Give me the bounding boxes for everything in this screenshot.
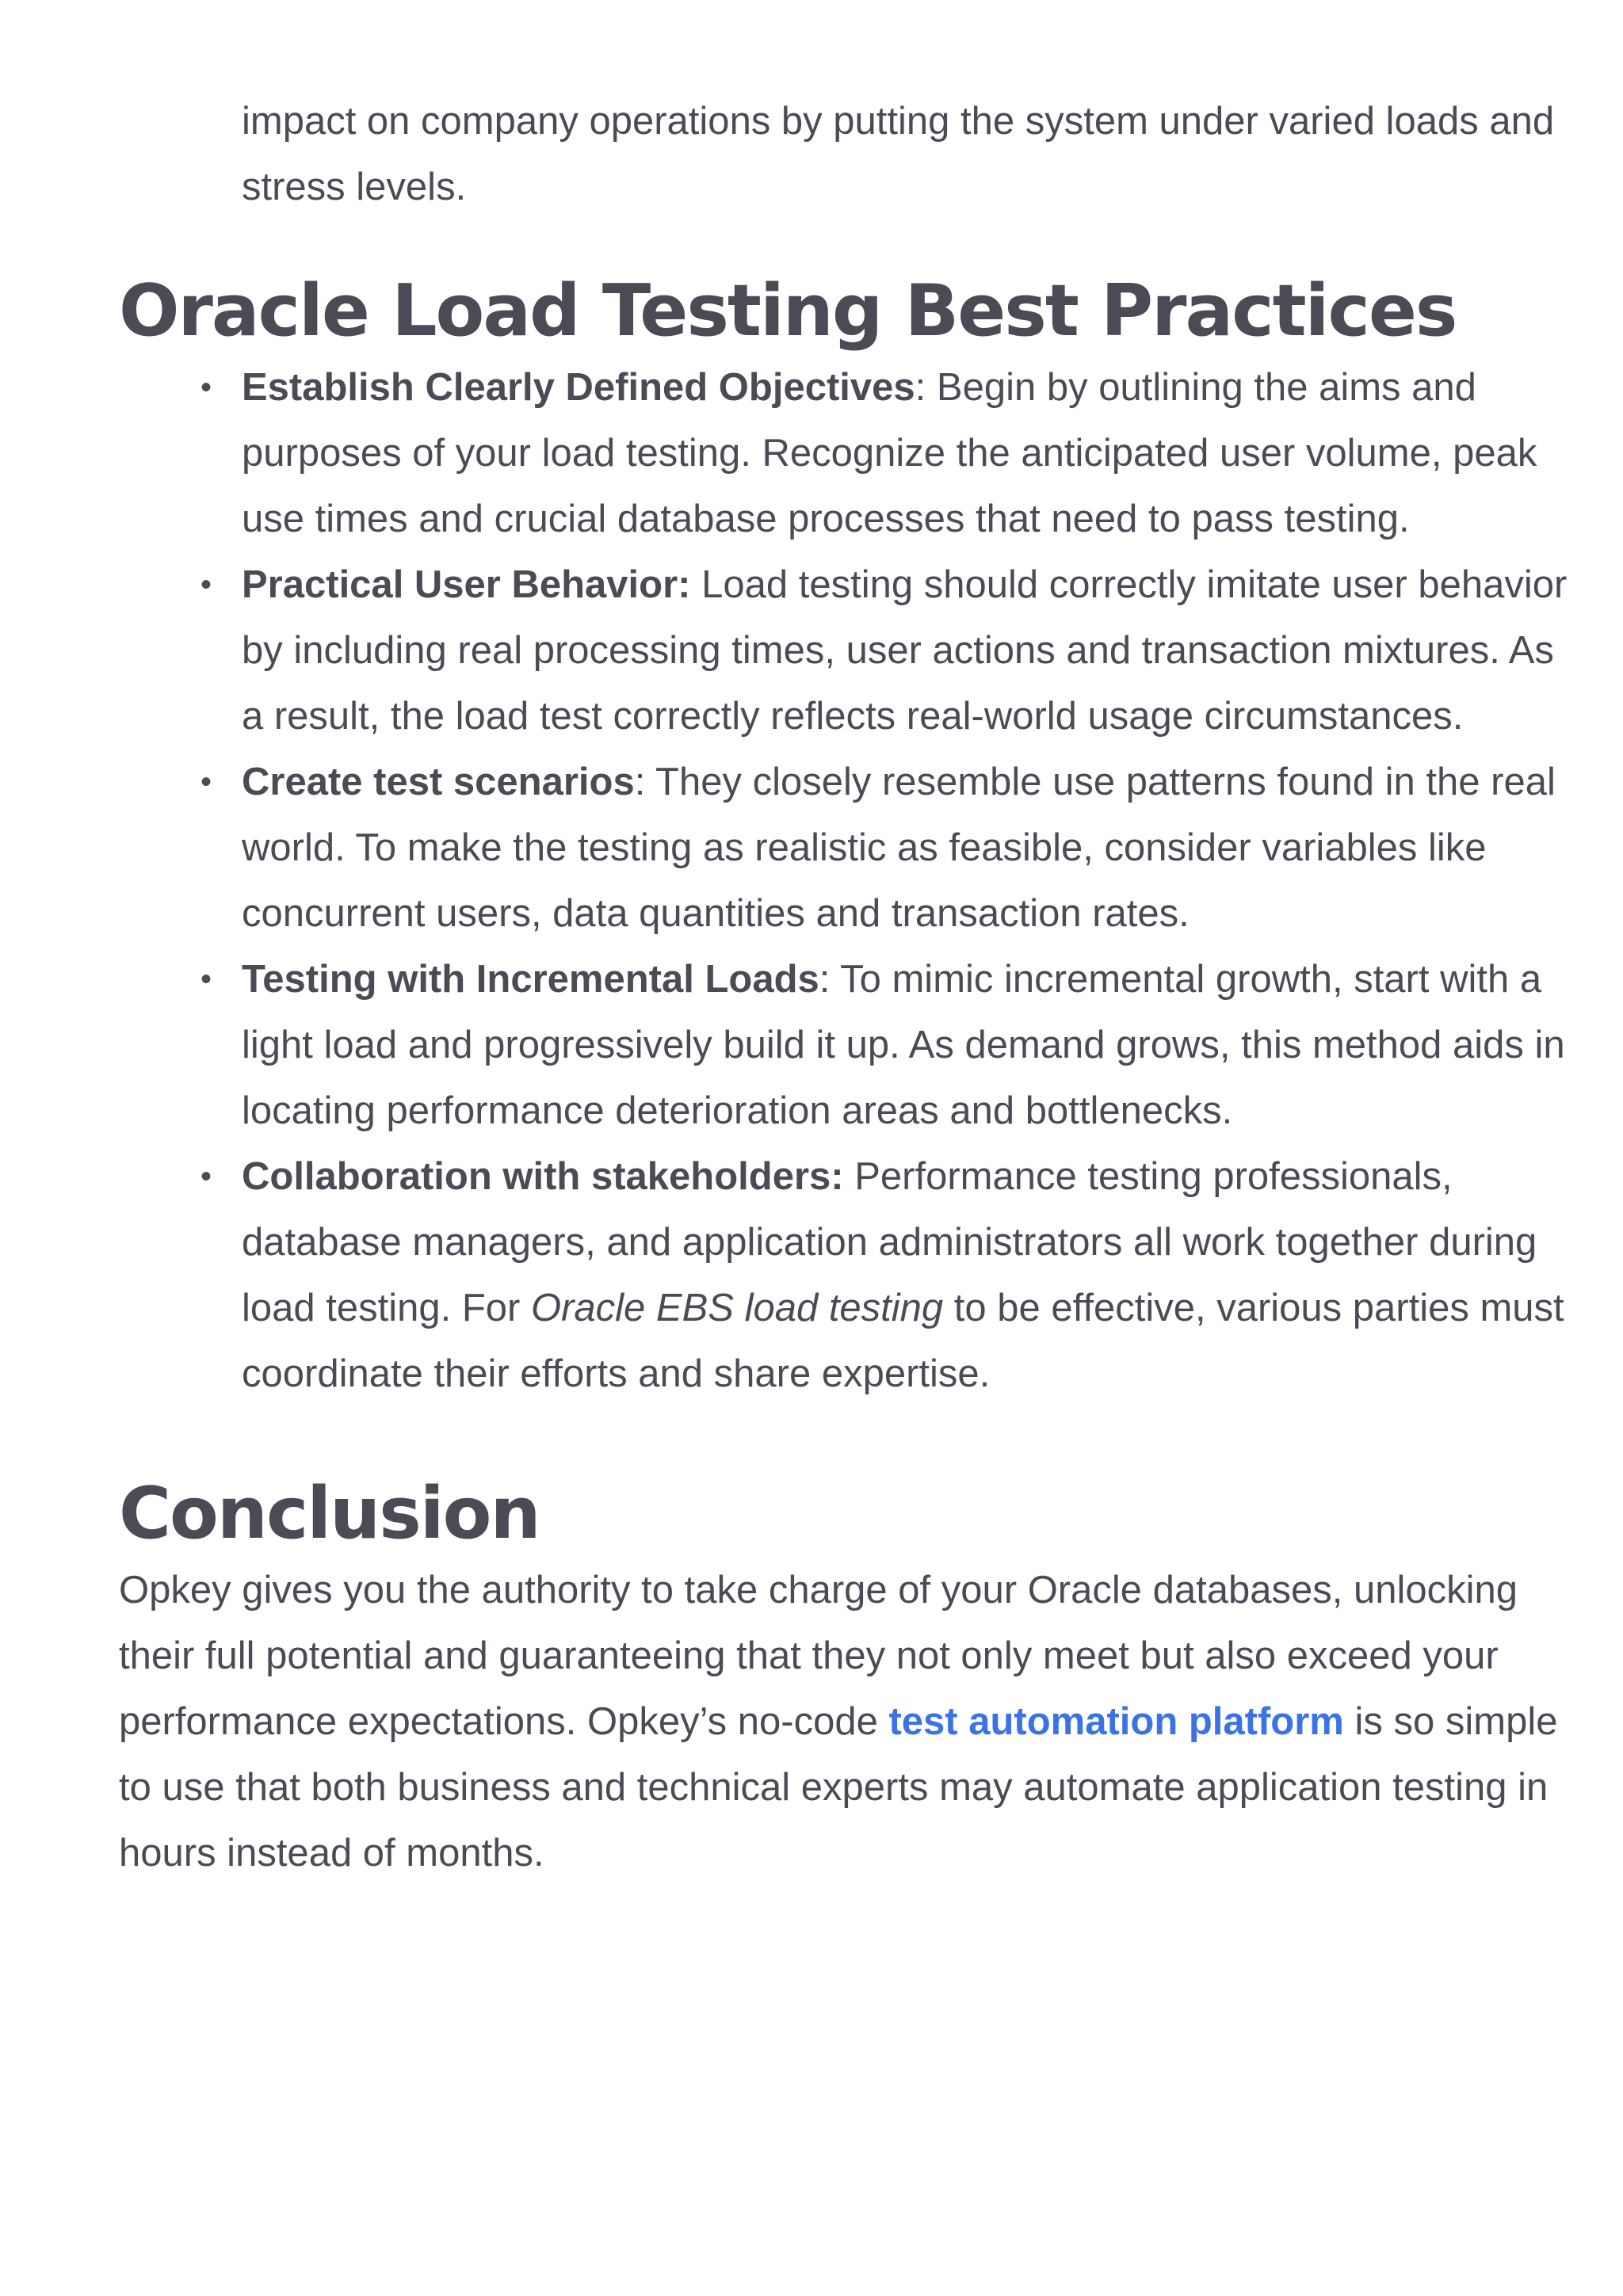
list-item-text: to be effective, various parties must coordinate their efforts and share expertise.	[242, 1287, 1564, 1395]
bullet-icon: •	[200, 765, 212, 799]
article-content	[119, 89, 1569, 1886]
list-item-separator: :	[915, 366, 926, 409]
list-item-text: Performance testing professionals, database managers, and application administrators all work together during load testing. For	[242, 1155, 1537, 1329]
list-item-title: Testing with Incremental Loads	[242, 958, 819, 1001]
conclusion-heading: Conclusion	[119, 1472, 540, 1555]
list-item	[200, 1144, 1569, 1407]
list-item-title: Establish Clearly Defined Objectives	[242, 366, 915, 409]
bullet-icon: •	[200, 1159, 212, 1194]
bullet-icon: •	[200, 962, 212, 997]
list-item	[200, 947, 1569, 1144]
list-item-text: To mimic incremental growth, start with a light load and progressively build it up. As demand grows, this method aids in locating performance deterioration areas and bottlenecks.	[242, 958, 1565, 1132]
best-practices-heading: Oracle Load Testing Best Practices	[119, 269, 1457, 353]
conclusion-text: is so simple to use that both business and technical experts may automate application testing in hours instead of months.	[119, 1700, 1558, 1875]
list-item	[200, 355, 1569, 552]
best-practices-list	[119, 355, 1569, 1407]
list-item-separator: :	[819, 958, 831, 1001]
list-item-emphasis: Oracle EBS load testing	[530, 1287, 944, 1329]
conclusion-paragraph	[119, 1558, 1569, 1886]
list-item-title: Practical User Behavior:	[242, 563, 691, 606]
list-item-title: Collaboration with stakeholders:	[242, 1155, 844, 1198]
list-item	[200, 552, 1569, 749]
list-item-text: They closely resemble use patterns found in the real world. To make the testing as realistic as feasible, consider variables like concurrent users, data quantities and transaction rates.	[242, 761, 1556, 935]
conclusion-text: Opkey gives you the authority to take charge of your Oracle databases, unlocking their full potential and guaranteeing that they not only meet but also exceed your performance expectations. Opkey’s no-code	[119, 1569, 1518, 1743]
bullet-icon: •	[200, 370, 212, 405]
test-automation-platform-link[interactable]: test automation platform	[888, 1700, 1344, 1743]
list-item-separator: :	[634, 761, 646, 803]
list-item-text: Begin by outlining the aims and purposes of your load testing. Recognize the anticipated user volume, peak use times and crucial database processes that need to pass testing.	[242, 366, 1537, 540]
bullet-icon: •	[200, 567, 212, 602]
intro-paragraph: impact on company operations by putting the system under varied loads and stress levels.	[242, 100, 1555, 208]
list-item-title: Create test scenarios	[242, 761, 635, 803]
list-item-text: Load testing should correctly imitate user behavior by including real processing times, user actions and transaction mixtures. As a result, the load test correctly reflects real-world usage circumstances.	[242, 563, 1568, 738]
list-item	[200, 749, 1569, 947]
